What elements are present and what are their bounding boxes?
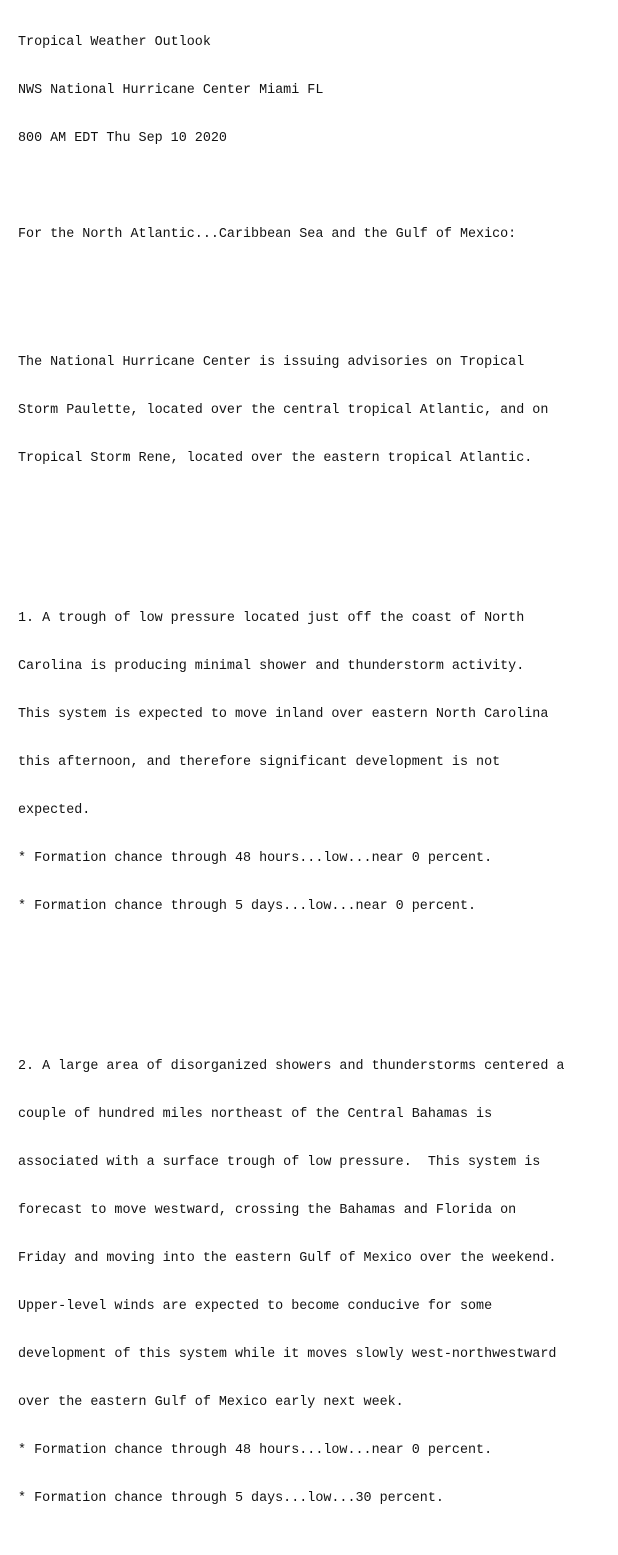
formation-chance-5d: * Formation chance through 5 days...low...30 percent. [18,1491,444,1506]
paragraph-line: 1. A trough of low pressure located just off the coast of North [18,611,525,626]
paragraph-line: Storm Paulette, located over the central tropical Atlantic, and on [18,403,549,418]
paragraph-line: Upper-level winds are expected to become conducive for some [18,1299,493,1314]
paragraph-line: Friday and moving into the eastern Gulf of Mexico over the weekend. [18,1251,557,1266]
system-2-paragraph [18,1027,564,1539]
product-title: Tropical Weather Outlook [18,35,211,50]
formation-chance-5d: * Formation chance through 5 days...low...near 0 percent. [18,899,477,914]
blank-line [18,531,564,547]
advisories-paragraph [18,323,564,499]
paragraph-line: 2. A large area of disorganized showers and thunderstorms centered a [18,1059,565,1074]
outlook-text [18,3,564,1555]
paragraph-line: forecast to move westward, crossing the Bahamas and Florida on [18,1203,517,1218]
formation-chance-48h: * Formation chance through 48 hours...low...near 0 percent. [18,851,493,866]
issuing-office: NWS National Hurricane Center Miami FL [18,83,324,98]
paragraph-line: development of this system while it moves slowly west-northwestward [18,1347,557,1362]
paragraph-line: Tropical Storm Rene, located over the eastern tropical Atlantic. [18,451,533,466]
paragraph-line: Carolina is producing minimal shower and thunderstorm activity. [18,659,525,674]
paragraph-line: this afternoon, and therefore significant development is not [18,755,501,770]
paragraph-line: expected. [18,803,91,818]
paragraph-line: couple of hundred miles northeast of the Central Bahamas is [18,1107,493,1122]
issue-time: 800 AM EDT Thu Sep 10 2020 [18,131,227,146]
paragraph-line: The National Hurricane Center is issuing advisories on Tropical [18,355,525,370]
blank-line [18,275,564,291]
paragraph-line: This system is expected to move inland over eastern North Carolina [18,707,549,722]
region-line: For the North Atlantic...Caribbean Sea and the Gulf of Mexico: [18,227,517,242]
blank-line [18,979,564,995]
system-1-paragraph [18,579,564,947]
paragraph-line: over the eastern Gulf of Mexico early next week. [18,1395,404,1410]
blank-line [18,179,564,195]
formation-chance-48h: * Formation chance through 48 hours...low...near 0 percent. [18,1443,493,1458]
paragraph-line: associated with a surface trough of low pressure. This system is [18,1155,541,1170]
